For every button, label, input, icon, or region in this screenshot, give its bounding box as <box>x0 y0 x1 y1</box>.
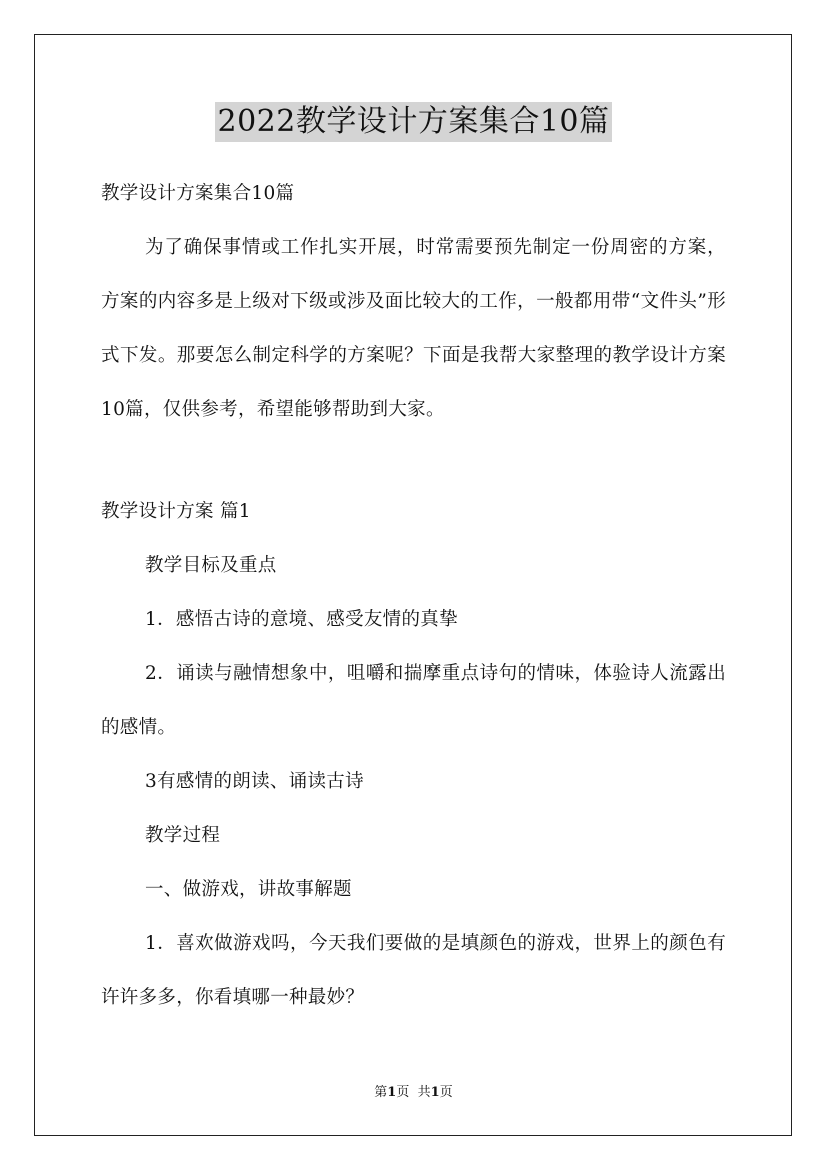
footer-page-number: 1 <box>387 1085 397 1100</box>
paragraph-goal-2: 2．诵读与融情想象中，咀嚼和揣摩重点诗句的情味，体验诗人流露出的感情。 <box>101 663 726 738</box>
title-container <box>0 102 827 142</box>
footer-page-suffix: 页 <box>396 1085 410 1100</box>
footer-page-prefix: 第 <box>374 1085 388 1100</box>
paragraph-teaching-process-heading: 教学过程 <box>145 825 221 846</box>
footer-total-suffix: 页 <box>439 1085 453 1100</box>
paragraph-teaching-goals-heading: 教学目标及重点 <box>145 555 277 576</box>
paragraph-goal-3: 3有感情的朗读、诵读古诗 <box>145 771 364 792</box>
section-heading-part1: 教学设计方案 篇1 <box>101 501 251 522</box>
paragraph-step-1-item-1: 1．喜欢做游戏吗，今天我们要做的是填颜色的游戏，世界上的颜色有许许多多，你看填哪一种最妙？ <box>101 933 726 1008</box>
paragraph-goal-1: 1．感悟古诗的意境、感受友情的真挚 <box>145 609 458 630</box>
paragraph-heading-collection: 教学设计方案集合10篇 <box>101 183 295 204</box>
document-title: 2022教学设计方案集合10篇 <box>215 102 611 142</box>
section-gap <box>101 437 726 485</box>
paragraph-step-1-heading: 一、做游戏，讲故事解题 <box>145 879 352 900</box>
page-footer <box>0 1084 827 1102</box>
document-body <box>101 167 726 1025</box>
footer-total-prefix: 共 <box>417 1085 431 1100</box>
paragraph-intro: 为了确保事情或工作扎实开展，时常需要预先制定一份周密的方案，方案的内容多是上级对下级或涉及面比较大的工作，一般都用带“文件头”形式下发。那要怎么制定科学的方案呢？下面是我帮大家整理的教学设计方案10篇，仅供参考，希望能够帮助到大家。 <box>101 237 726 420</box>
footer-total-pages: 1 <box>430 1085 440 1100</box>
